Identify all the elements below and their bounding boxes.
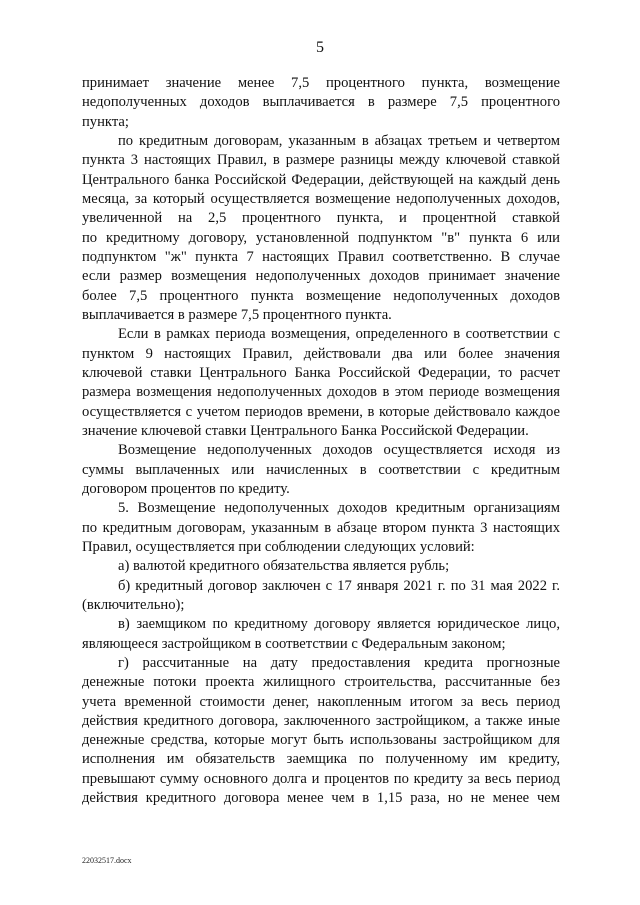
text-line: значение ключевой ставки Центрального Банка Российской Федерации. (82, 422, 529, 439)
text-line: ключевой ставки Центрального Банка Российской Федерации, то расчет (82, 364, 560, 381)
text-line: более 7,5 процентного пункта возмещение недополученных доходов (82, 287, 560, 304)
text-line: б) кредитный договор заключен с 17 января 2021 г. по 31 мая 2022 г. (118, 577, 560, 594)
text-line: превышают сумму основного долга и процентов по кредиту за весь период (82, 770, 560, 787)
text-line: увеличенной на 2,5 процентного пункта, и процентной ставкой (82, 210, 560, 227)
text-line: денежные средства, которые могут быть использованы застройщиком для (82, 732, 560, 749)
text-line: являющееся застройщиком в соответствии с Федеральным законом; (82, 635, 506, 652)
text-line: если размер возмещения недополученных доходов принимает значение (82, 268, 560, 285)
text-line: подпунктом "ж" пункта 7 настоящих Правил соответственно. В случае (82, 248, 560, 265)
text-line: выплачивается в размере 7,5 процентного пункта. (82, 306, 392, 323)
text-line: осуществляется с учетом периодов времени, в которые действовало каждое (82, 403, 560, 420)
file-name-footer: 22032517.docx (82, 856, 132, 865)
text-line: г) рассчитанные на дату предоставления кредита прогнозные (118, 654, 560, 671)
page-number: 5 (316, 39, 324, 56)
text-line: Правил, осуществляется при соблюдении следующих условий: (82, 538, 475, 555)
text-line: принимает значение менее 7,5 процентного пункта, возмещение (82, 75, 560, 91)
text-line: в) заемщиком по кредитному договору является юридическое лицо, (118, 616, 560, 633)
text-line: Возмещение недополученных доходов осуществляется исходя из (118, 442, 560, 459)
text-line: учета временной стоимости денег, накопленным итогом за весь период (82, 693, 560, 710)
text-line: суммы выплаченных или начисленных в соответствии с кредитным (82, 461, 560, 478)
text-line: пунктом 9 настоящих Правил, действовали два или более значения (82, 345, 560, 362)
text-line: по кредитным договорам, указанным в абзацах третьем и четвертом (118, 132, 560, 149)
text-line: а) валютой кредитного обязательства является рубль; (118, 558, 450, 575)
text-line: 5. Возмещение недополученных доходов кредитным организациям (118, 500, 560, 517)
text-line: исполнения им обязательств заемщика по полученному им кредиту, (82, 751, 560, 768)
text-line: пункта 3 настоящих Правил, в размере разницы между ключевой ставкой (82, 152, 560, 169)
text-line: месяца, за который осуществляется возмещение недополученных доходов, (82, 190, 560, 207)
text-line: пункта; (82, 113, 129, 130)
text-line: по кредитному договору, установленной подпунктом "в" пункта 6 или (82, 229, 560, 246)
text-line: недополученных доходов выплачивается в размере 7,5 процентного (82, 94, 560, 111)
text-line: действия кредитного договора менее чем в 1,15 раза, но не менее чем (82, 790, 560, 807)
text-line: Если в рамках периода возмещения, определенного в соответствии с (118, 326, 560, 343)
text-line: договором процентов по кредиту. (82, 480, 290, 497)
text-line: размера возмещения недополученных доходов в этом периоде возмещения (82, 384, 560, 401)
text-line: Центрального банка Российской Федерации, действующей на каждый день (82, 171, 560, 188)
text-line: по кредитным договорам, указанным в абзаце втором пункта 3 настоящих (82, 519, 560, 536)
text-line: (включительно); (82, 596, 185, 613)
text-line: денежные потоки проекта жилищного строительства, рассчитанные без (82, 674, 560, 691)
document-body (82, 74, 560, 808)
text-line: действия кредитного договора, заключенного застройщиком, а также иные (82, 712, 560, 729)
